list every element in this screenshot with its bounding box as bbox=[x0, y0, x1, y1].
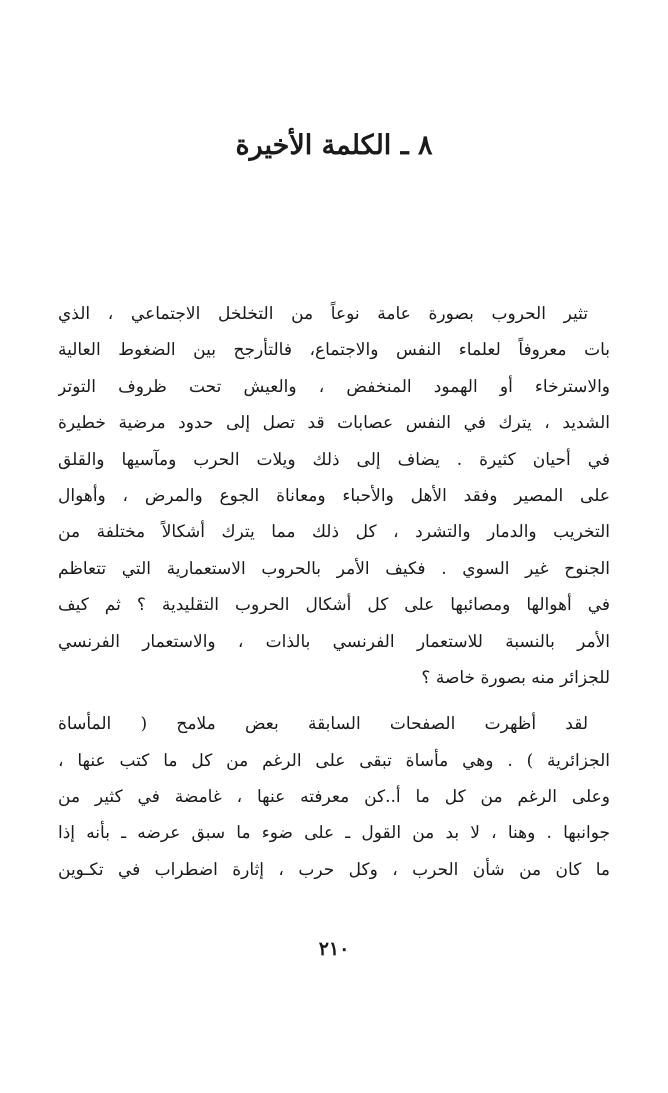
chapter-title: ٨ ـ الكلمة الأخيرة bbox=[235, 130, 433, 161]
paragraph-2 bbox=[58, 706, 610, 888]
body-text bbox=[58, 296, 610, 888]
text-line: لقد أظهرت الصفحات السابقة بعض ملامح ( المأساة bbox=[58, 714, 588, 735]
text-line: في أهوالها ومصائبها على كل أشكال الحروب التقليدية ؟ ثم كيف bbox=[58, 595, 610, 616]
text-line: للجزائر منه بصورة خاصة ؟ bbox=[421, 667, 610, 688]
text-line: وعلى الرغم من كل ما أ..كن معرفته عنها ، غامضة في كثير من bbox=[58, 787, 610, 808]
text-line: على المصير وفقد الأهل والأحباء ومعاناة الجوع والمرض ، وأهوال bbox=[58, 485, 610, 506]
text-line: التخريب والدمار والتشرد ، كل ذلك مما يترك أشكالاً مختلفة من bbox=[58, 522, 610, 543]
text-line: الجنوح غير السوي . فكيف الأمر بالحروب الاستعمارية التي تتعاظم bbox=[58, 558, 610, 579]
text-line: تثير الحروب بصورة عامة نوعاً من التخلخل الاجتماعي ، الذي bbox=[58, 304, 588, 324]
text-line: الأمر بالنسبة للاستعمار الفرنسي بالذات ، والاستعمار الفرنسي bbox=[58, 631, 610, 652]
page-number: ٢١٠ bbox=[318, 938, 350, 960]
text-line: ما كان من شأن الحرب ، وكل حرب ، إثارة اضطراب في تكـوين bbox=[58, 859, 610, 880]
text-line: في أحيان كثيرة . يضاف إلى ذلك ويلات الحرب ومآسيها والقلق bbox=[58, 449, 610, 470]
text-line: جوانبها . وهنا ، لا بد من القول ـ على ضوء ما سبق عرضه ـ بأنه إذا bbox=[58, 823, 610, 844]
text-line: والاسترخاء أو الهمود المنخفض ، والعيش تحت ظروف التوتر bbox=[58, 376, 610, 397]
text-line: بات معروفاً لعلماء النفس والاجتماع، فالتأرجح بين الضغوط العالية bbox=[58, 340, 610, 361]
text-line: الشديد ، يترك في النفس عصابات قد تصل إلى حدود مرضية خطيرة bbox=[58, 413, 610, 434]
paragraph-1 bbox=[58, 296, 610, 696]
text-line: الجزائرية ) . وهي مأساة تبقى على الرغم من كل ما كتب عنها ، bbox=[58, 750, 610, 771]
